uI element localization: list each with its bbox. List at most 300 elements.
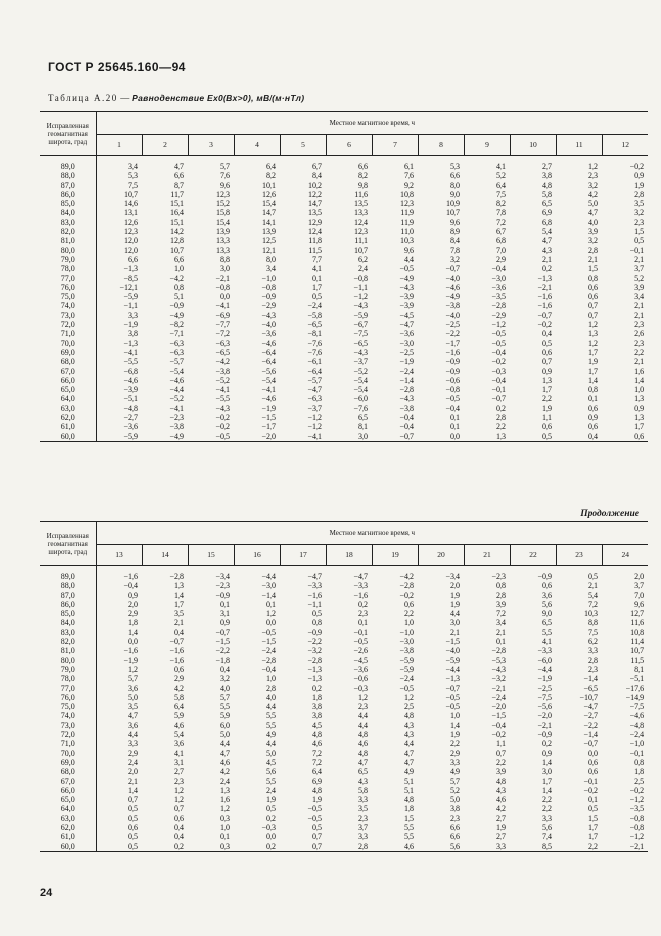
value-cell: 14,1 <box>262 217 276 227</box>
value-cell: 4,4 <box>266 702 276 712</box>
table-row <box>40 591 648 600</box>
value-cell: 6,6 <box>174 171 184 181</box>
value-cell: −0,4 <box>491 264 506 274</box>
value-cell: −2,4 <box>261 646 276 656</box>
table-row <box>40 311 648 320</box>
value-cell: 2,1 <box>128 776 138 786</box>
value-cell: 3,9 <box>588 227 598 237</box>
latitude-cell: 74,0 <box>40 711 96 720</box>
value-cell: −1,2 <box>353 292 368 302</box>
value-cell: 4,3 <box>496 785 506 795</box>
value-cell: 0,6 <box>602 432 648 442</box>
table-body <box>40 566 648 852</box>
value-cell: 11,6 <box>354 189 368 199</box>
value-cell: −1,3 <box>537 273 552 283</box>
value-cell: 4,8 <box>404 795 414 805</box>
value-cell: 4,4 <box>404 739 414 749</box>
latitude-cell: 71,0 <box>40 329 96 338</box>
latitude-cell: 79,0 <box>40 255 96 264</box>
value-cell: 0,6 <box>542 347 552 357</box>
column-header-hour: 19 <box>372 545 418 566</box>
value-cell: −0,7 <box>372 432 418 442</box>
value-cell: −7,5 <box>353 329 368 339</box>
column-header-hour: 5 <box>280 135 326 156</box>
value-cell: −4,4 <box>445 664 460 674</box>
value-cell: 0,3 <box>188 842 234 852</box>
value-cell: 2,4 <box>358 264 368 274</box>
value-cell: 3,4 <box>496 618 506 628</box>
value-cell: 1,6 <box>634 366 645 376</box>
column-header-hour: 20 <box>418 545 464 566</box>
value-cell: 14,6 <box>124 199 138 209</box>
value-cell: 12,1 <box>262 245 276 255</box>
value-cell: 7,0 <box>496 245 506 255</box>
value-cell: 4,8 <box>404 711 414 721</box>
value-cell: 6,0 <box>220 720 230 730</box>
table-row <box>40 292 648 301</box>
value-cell: 8,8 <box>588 618 598 628</box>
value-cell: −3,5 <box>491 292 506 302</box>
value-cell: −6,3 <box>169 338 184 348</box>
value-cell: 5,5 <box>542 627 552 637</box>
value-cell: 0,8 <box>588 385 598 395</box>
value-cell: 13,1 <box>124 208 138 218</box>
value-cell: −5,9 <box>353 310 368 320</box>
value-cell: −0,5 <box>399 683 414 693</box>
value-cell: −0,9 <box>169 301 184 311</box>
value-cell: −5,9 <box>399 655 414 665</box>
value-cell: 12,3 <box>354 227 368 237</box>
value-cell: 7,7 <box>312 254 322 264</box>
value-cell: 1,8 <box>128 618 138 628</box>
value-cell: 1,7 <box>312 282 322 292</box>
value-cell: 3,2 <box>588 236 598 246</box>
value-cell: 2,2 <box>450 739 460 749</box>
value-cell: −2,8 <box>307 655 322 665</box>
value-cell: 5,3 <box>128 171 138 181</box>
value-cell: 5,0 <box>450 795 460 805</box>
value-cell: −0,8 <box>629 813 645 823</box>
value-cell: 1,7 <box>588 832 598 842</box>
latitude-cell: 75,0 <box>40 702 96 711</box>
row-header-latitude: Исправленная геомагнитная широта, град <box>40 522 96 566</box>
column-header-hour: 4 <box>234 135 280 156</box>
value-cell: 4,3 <box>358 776 368 786</box>
data-table-hours-1-12 <box>40 111 648 442</box>
value-cell: −1,3 <box>123 264 138 274</box>
value-cell: −5,4 <box>169 366 184 376</box>
value-cell: 1,4 <box>588 375 598 385</box>
value-cell: 6,6 <box>450 832 460 842</box>
latitude-cell: 76,0 <box>40 693 96 702</box>
value-cell: −1,4 <box>261 590 276 600</box>
table-row <box>40 367 648 376</box>
table-row <box>40 357 648 366</box>
value-cell: 4,7 <box>404 757 414 767</box>
value-cell: 1,9 <box>450 590 460 600</box>
value-cell: 0,5 <box>128 832 138 842</box>
value-cell: 0,0 <box>128 637 138 647</box>
value-cell: 4,4 <box>128 730 138 740</box>
value-cell: 0,5 <box>128 813 138 823</box>
value-cell: 0,6 <box>588 757 598 767</box>
value-cell: 1,3 <box>174 581 184 591</box>
column-header-hour: 8 <box>418 135 464 156</box>
value-cell: 3,3 <box>450 757 460 767</box>
value-cell: 14,2 <box>170 227 184 237</box>
value-cell: 11,5 <box>308 245 322 255</box>
value-cell: 1,9 <box>312 795 322 805</box>
value-cell: 4,1 <box>496 162 506 171</box>
value-cell: 4,5 <box>266 757 276 767</box>
value-cell: −8,1 <box>307 329 322 339</box>
value-cell: 0,2 <box>496 403 506 413</box>
value-cell: −1,2 <box>491 320 506 330</box>
value-cell: 2,2 <box>542 795 552 805</box>
value-cell: 7,5 <box>588 627 598 637</box>
value-cell: 8,8 <box>220 254 230 264</box>
value-cell: 4,1 <box>174 748 184 758</box>
value-cell: −5,8 <box>307 310 322 320</box>
value-cell: −6,8 <box>123 366 138 376</box>
value-cell: 2,8 <box>588 655 598 665</box>
value-cell: −5,7 <box>169 357 184 367</box>
value-cell: −4,1 <box>261 385 276 395</box>
value-cell: 4,7 <box>404 748 414 758</box>
value-cell: 1,2 <box>128 664 138 674</box>
table-row <box>40 246 648 255</box>
value-cell: 6,4 <box>174 702 184 712</box>
table-row <box>40 646 648 655</box>
value-cell: −0,5 <box>307 813 322 823</box>
value-cell: −6,1 <box>307 357 322 367</box>
value-cell: −0,7 <box>215 627 230 637</box>
value-cell: −0,7 <box>537 310 552 320</box>
value-cell: 7,6 <box>220 171 230 181</box>
value-cell: 3,1 <box>174 757 184 767</box>
value-cell: 2,7 <box>496 813 506 823</box>
latitude-cell: 79,0 <box>40 665 96 674</box>
value-cell: 5,2 <box>496 171 506 181</box>
latitude-cell: 68,0 <box>40 767 96 776</box>
column-header-hour: 24 <box>602 545 648 566</box>
table-label: Таблица А.20 <box>48 93 118 103</box>
value-cell: 10,7 <box>170 245 184 255</box>
table-row <box>40 432 648 442</box>
value-cell: 16,4 <box>170 208 184 218</box>
value-cell: 2,2 <box>496 422 506 432</box>
value-cell: 2,3 <box>634 338 645 348</box>
latitude-cell: 87,0 <box>40 181 96 190</box>
value-cell: 3,0 <box>326 432 372 442</box>
value-cell: −3,8 <box>445 301 460 311</box>
value-cell: 4,7 <box>220 748 230 758</box>
value-cell: 2,7 <box>542 162 552 171</box>
value-cell: 3,2 <box>220 674 230 684</box>
value-cell: −4,7 <box>307 572 322 581</box>
value-cell: 1,4 <box>542 785 552 795</box>
value-cell: 3,0 <box>220 264 230 274</box>
value-cell: −4,1 <box>215 301 230 311</box>
value-cell: −0,8 <box>215 282 230 292</box>
value-cell: 8,5 <box>510 842 556 852</box>
value-cell: −2,7 <box>123 413 138 423</box>
value-cell: −2,9 <box>491 310 506 320</box>
value-cell: 4,6 <box>312 739 322 749</box>
value-cell: 11,0 <box>400 227 414 237</box>
value-cell: 1,3 <box>220 785 230 795</box>
value-cell: −0,7 <box>491 394 506 404</box>
value-cell: −0,2 <box>491 357 506 367</box>
value-cell: 7,5 <box>496 189 506 199</box>
latitude-cell: 77,0 <box>40 274 96 283</box>
value-cell: −2,3 <box>169 413 184 423</box>
column-header-hour: 6 <box>326 135 372 156</box>
value-cell: −1,5 <box>261 413 276 423</box>
column-header-hour: 18 <box>326 545 372 566</box>
value-cell: −1,4 <box>399 375 414 385</box>
latitude-cell: 78,0 <box>40 674 96 683</box>
value-cell: −3,6 <box>261 329 276 339</box>
value-cell: 0,7 <box>542 357 552 367</box>
value-cell: 1,5 <box>588 264 598 274</box>
value-cell: 2,7 <box>174 767 184 777</box>
value-cell: −5,9 <box>96 432 142 442</box>
table-row <box>40 842 648 852</box>
latitude-cell: 66,0 <box>40 376 96 385</box>
value-cell: 1,5 <box>588 813 598 823</box>
value-cell: −4,3 <box>261 310 276 320</box>
value-cell: 1,7 <box>542 385 552 395</box>
value-cell: 2,2 <box>542 394 552 404</box>
value-cell: −2,3 <box>215 581 230 591</box>
value-cell: 9,0 <box>542 609 552 619</box>
value-cell: −1,1 <box>123 301 138 311</box>
table-row <box>40 693 648 702</box>
table-row <box>40 348 648 357</box>
latitude-cell: 61,0 <box>40 422 96 431</box>
value-cell: 0,6 <box>542 581 552 591</box>
value-cell: −0,4 <box>261 664 276 674</box>
value-cell: −3,8 <box>169 422 184 432</box>
latitude-cell: 65,0 <box>40 795 96 804</box>
value-cell: −1,7 <box>445 338 460 348</box>
value-cell: −4,6 <box>169 375 184 385</box>
value-cell: 3,4 <box>128 162 138 171</box>
value-cell: 5,2 <box>450 785 460 795</box>
value-cell: 0,5 <box>588 804 598 814</box>
value-cell: −3,0 <box>399 338 414 348</box>
value-cell: −0,8 <box>353 273 368 283</box>
value-cell: 4,9 <box>404 767 414 777</box>
value-cell: 0,7 <box>496 748 506 758</box>
latitude-cell: 60,0 <box>40 842 96 852</box>
value-cell: −5,4 <box>353 385 368 395</box>
value-cell: −5,5 <box>215 394 230 404</box>
value-cell: 6,8 <box>496 236 506 246</box>
value-cell: 2,9 <box>496 254 506 264</box>
value-cell: 13,3 <box>354 208 368 218</box>
latitude-cell: 63,0 <box>40 814 96 823</box>
value-cell: −4,7 <box>353 572 368 581</box>
value-cell: 2,9 <box>450 748 460 758</box>
value-cell: 2,8 <box>266 683 276 693</box>
value-cell: 0,0 <box>266 832 276 842</box>
value-cell: 1,4 <box>128 785 138 795</box>
latitude-cell: 74,0 <box>40 301 96 310</box>
value-cell: 4,0 <box>588 217 598 227</box>
table-row <box>40 199 648 208</box>
value-cell: −1,1 <box>307 599 322 609</box>
value-cell: 6,6 <box>174 254 184 264</box>
latitude-cell: 62,0 <box>40 823 96 832</box>
value-cell: 3,8 <box>128 329 138 339</box>
value-cell: 3,4 <box>266 264 276 274</box>
value-cell: 6,4 <box>312 767 322 777</box>
value-cell: −2,8 <box>261 655 276 665</box>
value-cell: 1,9 <box>450 730 460 740</box>
value-cell: 1,4 <box>174 590 184 600</box>
table-row <box>40 600 648 609</box>
value-cell: −0,9 <box>307 627 322 637</box>
value-cell: 2,3 <box>634 217 645 227</box>
value-cell: 5,0 <box>128 692 138 702</box>
latitude-cell: 63,0 <box>40 404 96 413</box>
latitude-cell: 61,0 <box>40 832 96 841</box>
table-row <box>40 637 648 646</box>
value-cell: 0,6 <box>174 664 184 674</box>
table-row <box>40 609 648 618</box>
table-row <box>40 665 648 674</box>
value-cell: −1,2 <box>629 795 645 805</box>
value-cell: 2,0 <box>634 572 645 581</box>
value-cell: −4,6 <box>261 338 276 348</box>
value-cell: −4,3 <box>353 301 368 311</box>
value-cell: 1,7 <box>588 366 598 376</box>
value-cell: 1,9 <box>542 403 552 413</box>
table-row <box>40 283 648 292</box>
value-cell: −3,4 <box>215 572 230 581</box>
value-cell: −0,5 <box>399 264 414 274</box>
value-cell: 1,2 <box>404 692 414 702</box>
value-cell: −0,9 <box>537 730 552 740</box>
value-cell: 2,4 <box>128 757 138 767</box>
value-cell: 0,7 <box>312 832 322 842</box>
value-cell: 6,5 <box>542 199 552 209</box>
value-cell: 1,4 <box>450 720 460 730</box>
value-cell: 0,4 <box>542 329 552 339</box>
value-cell: 0,8 <box>496 581 506 591</box>
value-cell: 2,0 <box>128 767 138 777</box>
value-cell: 4,4 <box>404 254 414 264</box>
value-cell: 0,5 <box>312 823 322 833</box>
table-row <box>40 385 648 394</box>
value-cell: −2,5 <box>445 320 460 330</box>
value-cell: 0,9 <box>542 748 552 758</box>
value-cell: −1,1 <box>353 282 368 292</box>
table-row <box>40 255 648 264</box>
value-cell: 4,4 <box>358 720 368 730</box>
value-cell: 3,3 <box>358 795 368 805</box>
table-row <box>40 171 648 180</box>
value-cell: −0,3 <box>491 366 506 376</box>
value-cell: 15,1 <box>170 217 184 227</box>
value-cell: −2,1 <box>491 683 506 693</box>
value-cell: 1,8 <box>634 767 645 777</box>
table-row <box>40 566 648 582</box>
table-row <box>40 702 648 711</box>
table-row <box>40 711 648 720</box>
value-cell: 2,2 <box>404 609 414 619</box>
value-cell: 4,6 <box>358 739 368 749</box>
value-cell: 15,4 <box>216 217 230 227</box>
value-cell: 3,6 <box>128 683 138 693</box>
value-cell: −6,5 <box>307 320 322 330</box>
value-cell: 0,6 <box>588 403 598 413</box>
table-row <box>40 674 648 683</box>
value-cell: −7,6 <box>307 347 322 357</box>
column-header-hour: 7 <box>372 135 418 156</box>
value-cell: 3,8 <box>312 702 322 712</box>
value-cell: 3,3 <box>128 310 138 320</box>
value-cell: 3,9 <box>496 767 506 777</box>
latitude-cell: 71,0 <box>40 739 96 748</box>
value-cell: 2,3 <box>358 813 368 823</box>
value-cell: 0,2 <box>234 842 280 852</box>
value-cell: 5,1 <box>404 785 414 795</box>
value-cell: 6,6 <box>450 823 460 833</box>
value-cell: 7,2 <box>312 757 322 767</box>
value-cell: −3,7 <box>307 403 322 413</box>
value-cell: 0,2 <box>542 739 552 749</box>
latitude-cell: 69,0 <box>40 348 96 357</box>
value-cell: 1,6 <box>220 795 230 805</box>
value-cell: 0,5 <box>266 804 276 814</box>
value-cell: 7,6 <box>404 171 414 181</box>
value-cell: 0,5 <box>510 432 556 442</box>
latitude-cell: 86,0 <box>40 190 96 199</box>
value-cell: 6,5 <box>542 618 552 628</box>
value-cell: 13,9 <box>216 227 230 237</box>
value-cell: 4,1 <box>312 264 322 274</box>
value-cell: 4,1 <box>542 637 552 647</box>
table-row <box>40 656 648 665</box>
value-cell: 3,3 <box>542 813 552 823</box>
value-cell: 15,8 <box>216 208 230 218</box>
latitude-cell: 62,0 <box>40 413 96 422</box>
value-cell: −0,2 <box>399 590 414 600</box>
value-cell: −2,1 <box>602 842 648 852</box>
value-cell: 4,7 <box>358 757 368 767</box>
table-row <box>40 786 648 795</box>
value-cell: 1,0 <box>450 711 460 721</box>
value-cell: 5,5 <box>266 776 276 786</box>
value-cell: −3,9 <box>399 301 414 311</box>
value-cell: −1,2 <box>629 832 645 842</box>
value-cell: 7,2 <box>588 599 598 609</box>
value-cell: 3,2 <box>588 180 598 190</box>
value-cell: 5,0 <box>588 199 598 209</box>
column-header-hour: 22 <box>510 545 556 566</box>
value-cell: 5,0 <box>220 730 230 740</box>
value-cell: 2,0 <box>128 599 138 609</box>
value-cell: −1,6 <box>169 655 184 665</box>
value-cell: 0,4 <box>174 627 184 637</box>
value-cell: 3,7 <box>634 581 645 591</box>
value-cell: 4,2 <box>220 767 230 777</box>
value-cell: −1,3 <box>445 674 460 684</box>
value-cell: −0,6 <box>445 375 460 385</box>
